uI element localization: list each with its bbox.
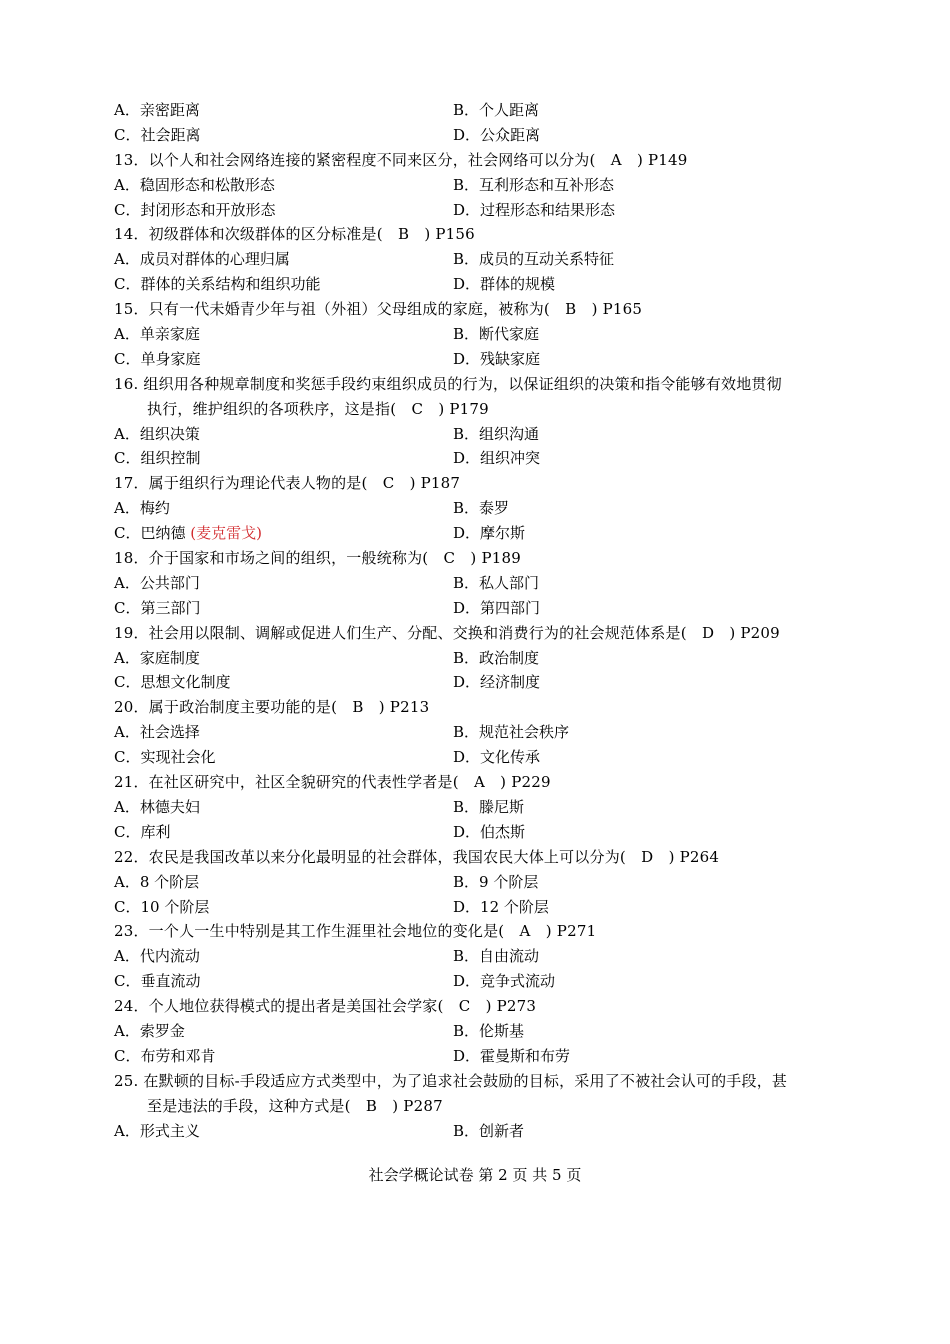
option-row [114,322,840,347]
question-stem: 21．在社区研究中，社区全貌研究的代表性学者是( A ) P229 [114,773,551,792]
question-stem: 14．初级群体和次级群体的区分标准是( B ) P156 [114,225,475,244]
option-c: C．封闭形态和开放形态 [114,200,276,219]
option-b: B．个人距离 [453,101,540,119]
option-d: D．伯杰斯 [453,822,526,841]
option-a: A．亲密距离 [114,101,200,119]
option-b: B．创新者 [453,1121,525,1140]
option-d: D．12 个阶层 [453,897,549,916]
option-a: A．组织决策 [114,424,200,443]
option-a: A．社会选择 [114,723,200,742]
option-row [114,944,840,969]
option-row [114,98,840,123]
option-d: D．公众距离 [453,125,541,144]
option-a: A．索罗金 [114,1021,185,1040]
question-stem-continued: 执行，维护组织的各项秩序，这是指( C ) P179 [147,399,489,418]
option-d: D．组织冲突 [453,449,541,468]
option-c: C．实现社会化 [114,748,216,767]
option-row [114,1119,840,1144]
option-a: A．形式主义 [114,1121,200,1140]
option-a: A．林德夫妇 [114,797,200,816]
option-c: C．单身家庭 [114,349,201,368]
option-b: B．9 个阶层 [453,872,539,891]
question-stem: 13．以个人和社会网络连接的紧密程度不同来区分，社会网络可以分为( A ) P149 [114,150,688,169]
option-row [114,521,840,546]
question-stem: 20．属于政治制度主要功能的是( B ) P213 [114,698,430,717]
option-b: B．成员的互动关系特征 [453,250,615,269]
option-c: C．群体的关系结构和组织功能 [114,275,321,294]
option-b: B．政治制度 [453,648,540,667]
question-stem: 15．只有一代未婚青少年与祖（外祖）父母组成的家庭，被称为( B ) P165 [114,300,643,319]
option-row [114,571,840,596]
option-a: A．成员对群体的心理归属 [114,250,290,269]
question-list [114,98,840,1143]
option-row [114,646,840,671]
option-row [114,446,840,471]
question-stem: 16. 组织用各种规章制度和奖惩手段约束组织成员的行为，以保证组织的决策和指令能够有效地贯彻 [114,374,782,393]
option-b: B．组织沟通 [453,424,540,443]
question-stem: 19．社会用以限制、调解或促进人们生产、分配、交换和消费行为的社会规范体系是( D ) P209 [114,623,780,642]
option-row [114,422,840,447]
option-b: B．泰罗 [453,499,510,518]
question-stem: 17．属于组织行为理论代表人物的是( C ) P187 [114,474,461,493]
option-row [114,820,840,845]
option-row [114,720,840,745]
question-stem-continued: 至是违法的手段，这种方式是( B ) P287 [147,1096,443,1115]
option-d: D．霍曼斯和布劳 [453,1046,571,1065]
option-row [114,795,840,820]
option-a: A．公共部门 [114,573,200,592]
option-c: C．思想文化制度 [114,673,231,692]
option-row [114,969,840,994]
option-a: A．8 个阶层 [114,872,200,891]
page-footer: 社会学概论试卷 第 2 页 共 5 页 [368,1166,582,1184]
option-d: D．竞争式流动 [453,972,556,991]
option-row [114,198,840,223]
option-d: D．第四部门 [453,598,541,617]
option-b: B．互利形态和互补形态 [453,175,615,194]
option-a: A．稳固形态和松散形态 [114,175,275,194]
option-b: B．伦斯基 [453,1021,525,1040]
option-row [114,247,840,272]
option-d: D．经济制度 [453,673,541,692]
option-c-text: C．巴纳德 [114,524,191,543]
option-c [114,521,262,546]
question-stem: 24．个人地位获得模式的提出者是美国社会学家( C ) P273 [114,997,537,1016]
option-row [114,1044,840,1069]
option-a: A．单亲家庭 [114,325,200,344]
option-c: C．布劳和邓肯 [114,1046,216,1065]
option-row [114,272,840,297]
option-row [114,870,840,895]
option-d: D．群体的规模 [453,275,556,294]
option-row [114,173,840,198]
option-b: B．私人部门 [453,573,540,592]
option-row [114,745,840,770]
question-stem: 18．介于国家和市场之间的组织，一般统称为( C ) P189 [114,549,521,568]
option-c: C．库利 [114,822,171,841]
option-d: D．文化传承 [453,748,541,767]
question-stem: 25. 在默顿的目标-手段适应方式类型中，为了追求社会鼓励的目标，采用了不被社会认可的手段，甚 [114,1071,788,1090]
option-c: C．10 个阶层 [114,897,210,916]
option-row [114,895,840,920]
option-b: B．断代家庭 [453,325,540,344]
option-row [114,347,840,372]
option-row [114,670,840,695]
option-a: A．家庭制度 [114,648,200,667]
option-row [114,123,840,148]
option-b: B．滕尼斯 [453,797,525,816]
option-row [114,596,840,621]
question-stem: 22．农民是我国改革以来分化最明显的社会群体，我国农民大体上可以分为( D ) P264 [114,847,720,866]
option-c: C．垂直流动 [114,972,201,991]
option-c: C．组织控制 [114,449,201,468]
option-c: C．第三部门 [114,598,201,617]
question-stem: 23．一个人一生中特别是其工作生涯里社会地位的变化是( A ) P271 [114,922,597,941]
option-d: D．过程形态和结果形态 [453,200,616,219]
option-row [114,1019,840,1044]
option-b: B．自由流动 [453,947,540,966]
option-d: D．残缺家庭 [453,349,541,368]
option-b: B．规范社会秩序 [453,723,570,742]
option-d: D．摩尔斯 [453,524,526,543]
option-c: C．社会距离 [114,125,201,144]
option-row [114,496,840,521]
annotation-note: (麦克雷戈) [190,524,262,543]
option-a: A．梅约 [114,499,170,518]
option-a: A．代内流动 [114,947,200,966]
